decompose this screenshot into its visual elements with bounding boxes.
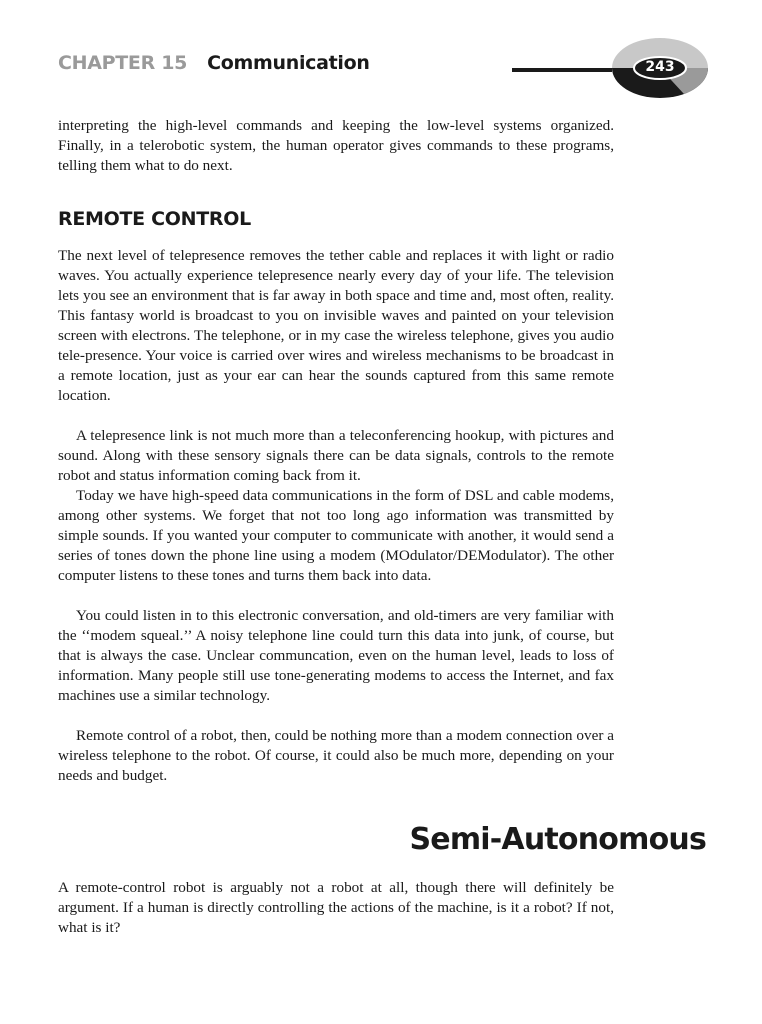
section-heading-semi-autonomous: Semi-Autonomous	[409, 822, 706, 857]
paragraph-remote-3: Today we have high-speed data communications in the form of DSL and cable modems, among other systems. We forget that not too long ago information was transmitted by simple sounds. If you wanted your computer to communicate with another, it would send a series of tones down the phone line using a modem (MOdulator/DEModulator). The other computer listens to these tones and turns them back into data.	[58, 487, 614, 584]
paragraph-remote-5: Remote control of a robot, then, could be nothing more than a modem connection over a wireless telephone to the robot. Of course, it could also be much more, depending on your needs and budget.	[58, 727, 614, 784]
chapter-title: Communication	[207, 52, 370, 74]
paragraph-remote-1: The next level of telepresence removes the tether cable and replaces it with light or radio waves. You actually experience telepresence nearly every day of your life. The television lets you see an environment that is far away in both space and time and, most often, reality. This fantasy world is broadcast to you on invisible waves and painted on your television screen with electrons. The telephone, or in my case the wireless telephone, gives you audio tele-presence. Your voice is carried over wires and wireless mechanisms to be broadcast in a remote location, just as your ear can hear the sounds captured from this same remote location.	[58, 247, 614, 404]
paragraph-remote-2: A telepresence link is not much more than a teleconferencing hookup, with pictures and sound. Along with these sensory signals there can be data signals, controls to the remote robot and status information coming back from it.	[58, 427, 614, 484]
paragraph-remote-4: You could listen in to this electronic conversation, and old-timers are very familiar with the ‘‘modem squeal.’’ A noisy telephone line could turn this data into junk, of course, but that is always the case. Unclear communcation, even on the human level, leads to loss of information. Many people still use tone-generating modems to access the Internet, and fax machines use a similar technology.	[58, 607, 614, 704]
intro-paragraph: interpreting the high-level commands and keeping the low-level systems organized. Finally, in a telerobotic system, the human operator gives commands to these programs, telling them what to do next.	[58, 117, 614, 174]
page-number: 243	[645, 59, 675, 75]
paragraph-semi-autonomous: A remote-control robot is arguably not a robot at all, though there will definitely be argument. If a human is directly controlling the actions of the machine, is it a robot? If not, what is it?	[58, 879, 614, 936]
running-head	[58, 52, 370, 74]
header-rule	[512, 68, 612, 72]
section-heading-remote-control: REMOTE CONTROL	[58, 208, 251, 230]
chapter-label: CHAPTER 15	[58, 52, 188, 74]
